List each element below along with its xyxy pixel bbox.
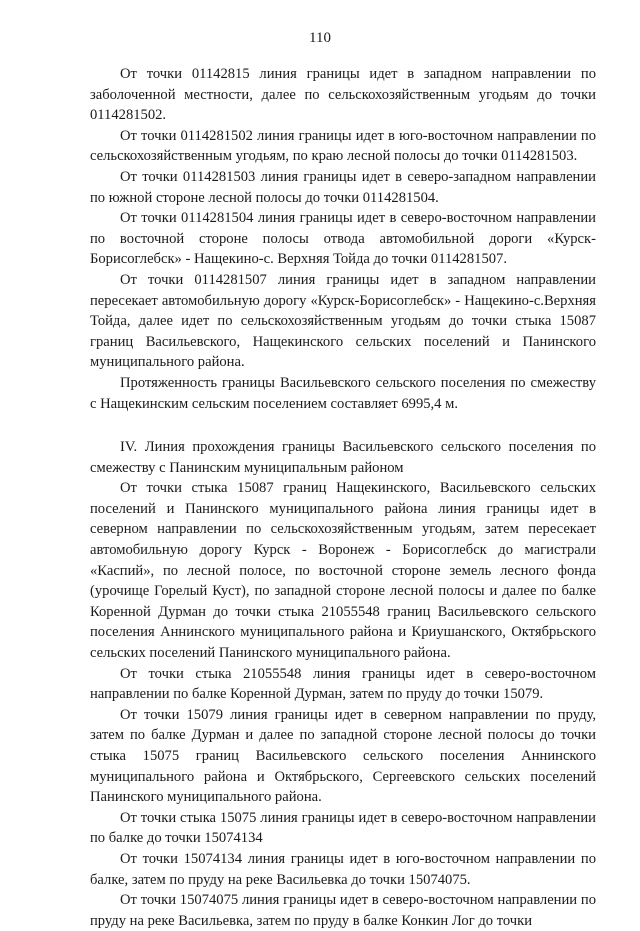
- paragraph: От точки 0114281504 линия границы идет в северо-восточном направлении по восточной стороне полосы отвода автомобильной дороги «Курск-Борисоглебск» - Нащекино-с. Верхняя Тойда до точки 0114281507.: [90, 210, 596, 268]
- paragraph: От точки 0114281502 линия границы идет в юго-восточном направлении по сельскохозяйственным угодьям, по краю лесной полосы до точки 0114281503.: [90, 127, 596, 165]
- paragraph: От точки стыка 21055548 линия границы идет в северо-восточном направлении по балке Коренной Дурман, затем по пруду до точки 15079.: [90, 665, 596, 703]
- section-heading: IV. Линия прохождения границы Васильевского сельского поселения по смежеству с Панинским муниципальным районом: [90, 439, 596, 476]
- paragraph: От точки 0114281507 линия границы идет в западном направлении пересекает автомобильную дорогу «Курск-Борисоглебск» - Нащекино-с.Верхняя Тойда, далее идет по сельскохозяйственным угодьям до точки стыка 15087 границ Васильевского, Нащекинского сельских поселений и Панинского муниципального района.: [90, 271, 596, 371]
- paragraph: От точки 0114281503 линия границы идет в северо-западном направлении по южной стороне лесной полосы до точки 0114281504.: [90, 168, 596, 206]
- paragraph: От точки стыка 15087 границ Нащекинского, Васильевского сельских поселений и Панинского муниципального района линия границы идет в северном направлении по сельскохозяйственным угодьям, затем пересекает автомобильную дорогу Курск - Воронеж - Борисоглебск до магистрали «Каспий», по лесной полосе, по восточной стороне земель лесного фонда (урочище Горелый Куст), по западной стороне лесной полосы и далее по балке Коренной Дурман до точки стыка 21055548 границ Васильевского сельского поселения Аннинского муниципального района и Криушанского, Октябрьского сельских поселений Панинского муниципального района.: [90, 480, 596, 662]
- paragraph: От точки 15074075 линия границы идет в северо-восточном направлении по пруду на реке Васильевка, затем по пруду в балке Конкин Лог до точки: [90, 892, 596, 929]
- paragraph: От точки 01142815 линия границы идет в западном направлении по заболоченной местности, далее по сельскохозяйственным угодьям до точки 0114281502.: [90, 66, 596, 124]
- paragraph: От точки 15074134 линия границы идет в юго-восточном направлении по балке, затем по пруду на реке Васильевка до точки 15074075.: [90, 850, 596, 888]
- document-body: [90, 64, 596, 931]
- paragraph: От точки стыка 15075 линия границы идет в северо-восточном направлении по балке до точки 15074134: [90, 809, 596, 847]
- section-spacer: [90, 414, 596, 437]
- paragraph: От точки 15079 линия границы идет в северном направлении по пруду, затем по балке Дурман и далее по западной стороне лесной полосы до точки стыка 15075 границ Васильевского сельского поселения Аннинского муниципального района и Октябрьского, Сергеевского сельских поселений Панинского муниципального района.: [90, 706, 596, 806]
- paragraph: Протяженность границы Васильевского сельского поселения по смежеству с Нащекинским сельским поселением составляет 6995,4 м.: [90, 374, 596, 412]
- page-number: 110: [309, 30, 331, 46]
